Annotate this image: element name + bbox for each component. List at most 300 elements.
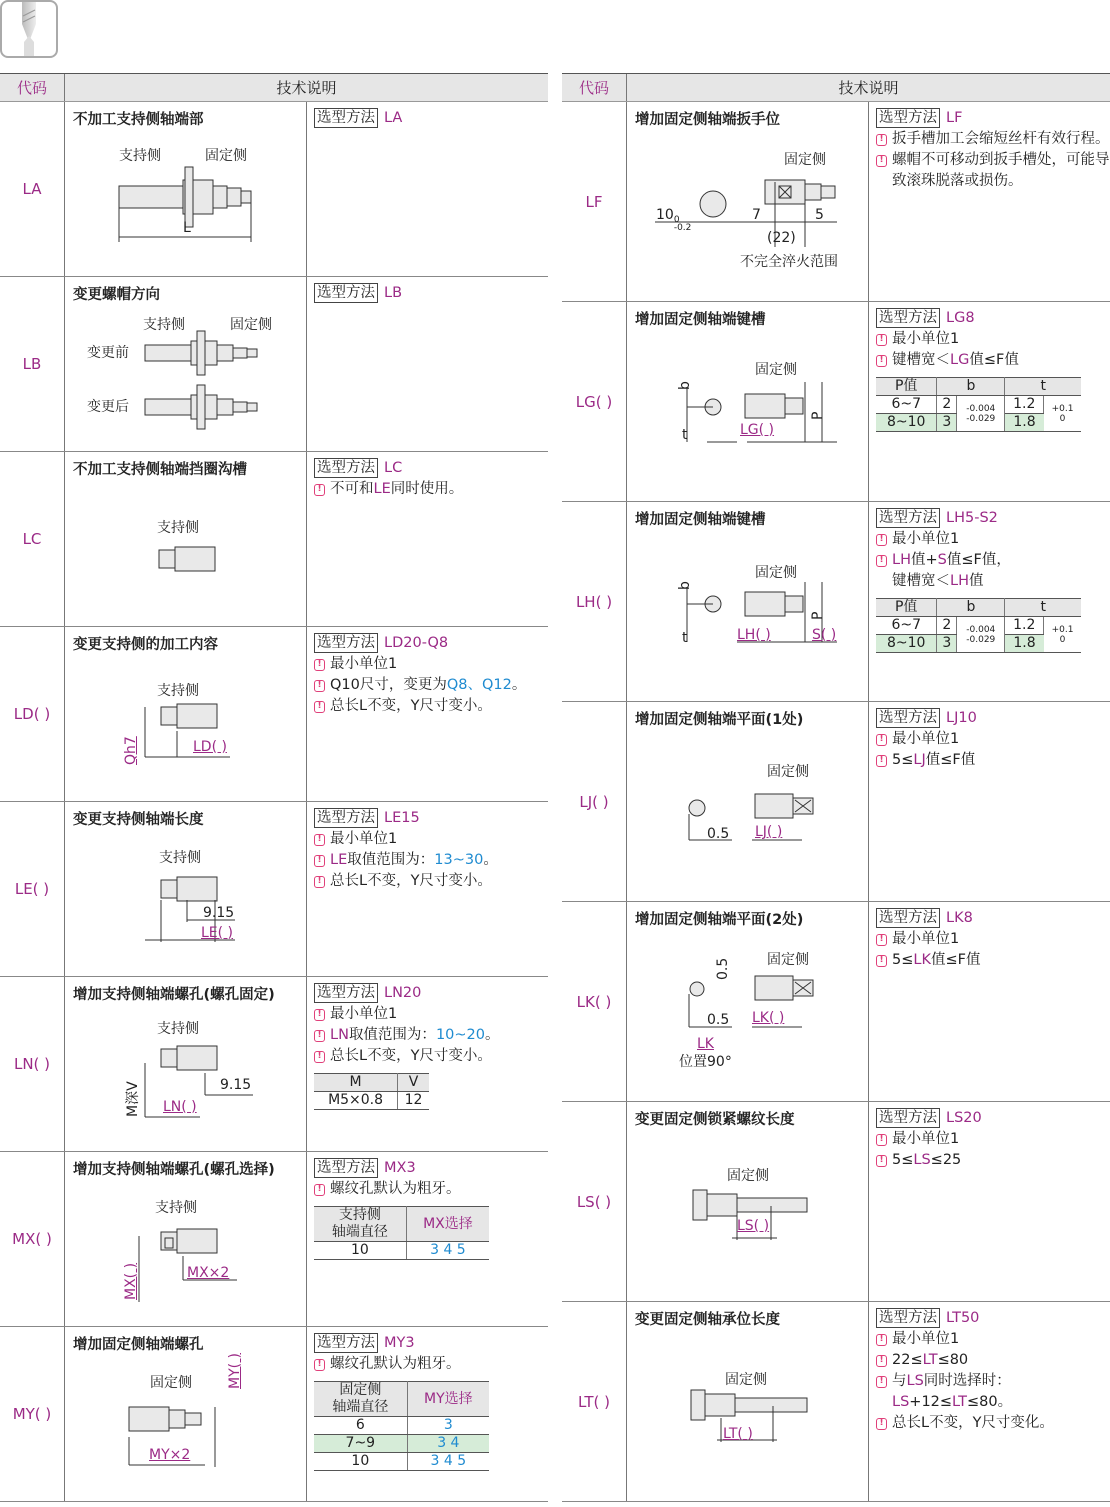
diagram-label: b bbox=[677, 381, 693, 390]
diagram-label: LD( ) bbox=[193, 739, 227, 755]
note bbox=[876, 350, 1110, 371]
diagram-label: 7 bbox=[752, 207, 761, 223]
note bbox=[876, 1350, 1110, 1371]
option-code: LE( ) bbox=[0, 802, 65, 976]
note-text-segment: 5≤ bbox=[892, 752, 914, 768]
spec-table-row bbox=[876, 396, 1081, 414]
note-text bbox=[892, 1413, 1054, 1434]
note-text-segment: LK bbox=[913, 952, 931, 968]
spec-table-row bbox=[314, 1242, 489, 1260]
option-code: LG( ) bbox=[562, 302, 627, 501]
spec-table-row bbox=[314, 1207, 489, 1242]
spec-table-cell: 3 bbox=[407, 1417, 489, 1435]
spec-table-cell: 支持侧 轴端直径 bbox=[314, 1207, 406, 1242]
note-text bbox=[892, 950, 980, 971]
note-text-segment: 总长L不变，Y尺寸变化。 bbox=[892, 1415, 1054, 1431]
spec-table-cell: b bbox=[937, 378, 1005, 396]
warning-icon: ! bbox=[314, 1009, 325, 1021]
diagram-label: L bbox=[183, 220, 191, 236]
diagram-label: 固定侧 bbox=[727, 1168, 769, 1184]
option-code: LT( ) bbox=[562, 1302, 627, 1501]
note bbox=[314, 479, 548, 500]
selection-cell bbox=[307, 102, 548, 276]
note bbox=[314, 696, 548, 717]
method-label: 选型方法 bbox=[876, 708, 940, 728]
spec-table-row bbox=[314, 1435, 489, 1453]
note-text-segment: 值+ bbox=[910, 552, 938, 568]
selection-method bbox=[876, 308, 1110, 329]
note-text-segment: 最小单位1 bbox=[892, 1331, 960, 1347]
selection-cell bbox=[307, 1327, 548, 1501]
note-text bbox=[892, 129, 1110, 150]
method-label: 选型方法 bbox=[314, 458, 378, 478]
note-text-segment: 最小单位1 bbox=[330, 656, 398, 672]
description-cell bbox=[65, 802, 307, 976]
note-text bbox=[330, 829, 397, 850]
diagram-label: 5 bbox=[815, 207, 824, 223]
method-example: LK8 bbox=[946, 910, 973, 926]
option-code: LD( ) bbox=[0, 627, 65, 801]
warning-icon: ! bbox=[876, 1334, 887, 1346]
selection-method bbox=[876, 908, 1110, 929]
selection-method bbox=[314, 633, 548, 654]
note-text bbox=[892, 1350, 968, 1371]
spec-table-cell: 8~10 bbox=[876, 635, 937, 653]
note bbox=[876, 529, 1110, 550]
spec-table-row bbox=[876, 599, 1081, 617]
product-icon bbox=[0, 0, 58, 58]
note bbox=[876, 729, 1110, 750]
note-text-segment: LS bbox=[892, 1394, 910, 1410]
option-title: 增加固定侧轴端平面(1处) bbox=[635, 712, 804, 728]
table-row bbox=[562, 302, 1110, 502]
option-title: 不加工支持侧轴端挡圈沟槽 bbox=[73, 462, 247, 478]
note-text-segment: 键槽宽＜ bbox=[892, 352, 950, 368]
diagram-label: 支持侧 bbox=[157, 683, 199, 699]
spec-table-cell: 10 bbox=[314, 1242, 406, 1260]
option-title: 增加支持侧轴端螺孔(螺孔选择) bbox=[73, 1162, 275, 1178]
method-label: 选型方法 bbox=[314, 633, 378, 653]
method-label: 选型方法 bbox=[876, 308, 940, 328]
method-example: MY3 bbox=[384, 1335, 415, 1351]
note-text-segment: 值≤F值， bbox=[946, 552, 1011, 568]
diagram-label: 固定侧 bbox=[725, 1372, 767, 1388]
selection-cell bbox=[869, 902, 1110, 1101]
note-text bbox=[330, 1354, 461, 1375]
tolerance-lower: -0.2 bbox=[673, 223, 692, 233]
note bbox=[876, 1371, 1110, 1413]
spec-table bbox=[876, 598, 1081, 653]
option-title: 增加固定侧轴端螺孔 bbox=[73, 1337, 204, 1353]
selection-cell bbox=[869, 702, 1110, 901]
selection-cell bbox=[307, 277, 548, 451]
spec-table-cell: V bbox=[398, 1074, 429, 1092]
note-text bbox=[892, 729, 959, 750]
spec-table bbox=[314, 1073, 429, 1110]
description-cell bbox=[627, 102, 869, 301]
diagram-label: MX×2 bbox=[187, 1265, 230, 1281]
diagram-label: Qh7 bbox=[123, 736, 139, 765]
selection-method bbox=[876, 1308, 1110, 1329]
table-row bbox=[562, 502, 1110, 702]
spec-table-cell: 3 4 5 bbox=[407, 1453, 489, 1471]
description-cell bbox=[65, 1327, 307, 1501]
warning-icon: ! bbox=[314, 659, 325, 671]
spec-table-cell: -0.004 -0.029 bbox=[957, 617, 1005, 653]
note-text-segment: 。 bbox=[511, 677, 527, 693]
spec-table bbox=[314, 1381, 489, 1471]
note-text bbox=[330, 1179, 461, 1200]
description-cell bbox=[65, 627, 307, 801]
header-desc: 技术说明 bbox=[838, 79, 899, 97]
table-row bbox=[0, 1152, 548, 1327]
diagram-label: LH( ) bbox=[737, 627, 771, 643]
spec-table-cell: +0.1 0 bbox=[1044, 396, 1081, 432]
note bbox=[314, 675, 548, 696]
note bbox=[876, 550, 1110, 571]
method-label: 选型方法 bbox=[876, 108, 940, 128]
diagram-label: 固定侧 bbox=[205, 148, 247, 164]
method-label: 选型方法 bbox=[314, 1158, 378, 1178]
spec-table-cell: b bbox=[937, 599, 1005, 617]
note-text-segment: LE bbox=[373, 481, 391, 497]
diagram-label: 变更后 bbox=[87, 399, 129, 415]
option-title: 变更固定侧轴承位长度 bbox=[635, 1312, 780, 1328]
note-text-segment: 10~20 bbox=[435, 1027, 485, 1043]
warning-icon: ! bbox=[314, 876, 325, 888]
note-text-segment: Q10尺寸，变更为 bbox=[330, 677, 447, 693]
diagram-label: t bbox=[682, 630, 688, 646]
method-example: LC bbox=[384, 460, 403, 476]
spec-table bbox=[314, 1206, 489, 1260]
description-cell bbox=[627, 1302, 869, 1501]
method-example: LA bbox=[384, 110, 403, 126]
note-text-segment: 键槽宽＜ bbox=[892, 573, 950, 589]
diagram-label: LT( ) bbox=[723, 1426, 753, 1442]
selection-method bbox=[314, 808, 548, 829]
note-text-segment: 。 bbox=[485, 1027, 500, 1043]
warning-icon: ! bbox=[876, 955, 887, 967]
spec-table-cell: 6 bbox=[314, 1417, 407, 1435]
note-text bbox=[892, 1150, 961, 1171]
note-text-segment: 22≤ bbox=[892, 1352, 923, 1368]
note bbox=[314, 829, 548, 850]
note bbox=[314, 1179, 548, 1200]
selection-cell bbox=[307, 1152, 548, 1326]
selection-cell bbox=[869, 102, 1110, 301]
selection-method bbox=[876, 108, 1110, 129]
method-label: 选型方法 bbox=[876, 508, 940, 528]
note-text-segment: LT bbox=[922, 1352, 938, 1368]
note bbox=[876, 329, 1110, 350]
option-code: LA bbox=[0, 102, 65, 276]
diagram-label: P bbox=[810, 411, 826, 420]
spec-table-cell: t bbox=[1005, 599, 1081, 617]
note-text bbox=[330, 1025, 500, 1046]
diagram-label: 固定侧 bbox=[230, 317, 272, 333]
table-row bbox=[562, 902, 1110, 1102]
spec-table-cell: MX选择 bbox=[406, 1207, 489, 1242]
table-row bbox=[0, 627, 548, 802]
diagram-label: 9.15 bbox=[220, 1077, 252, 1093]
method-example: MX3 bbox=[384, 1160, 416, 1176]
table-row bbox=[0, 102, 548, 277]
diagram-label: MY( ) bbox=[227, 1352, 243, 1389]
option-code: LN( ) bbox=[0, 977, 65, 1151]
note-text bbox=[330, 479, 463, 500]
tolerance-upper: 0 bbox=[673, 215, 680, 225]
note-text bbox=[892, 550, 1011, 571]
description-cell bbox=[627, 302, 869, 501]
diagram-label: t bbox=[682, 427, 688, 443]
warning-icon: ! bbox=[876, 1418, 887, 1430]
selection-method bbox=[876, 708, 1110, 729]
diagram-label: 9.15 bbox=[203, 905, 235, 921]
note-text-segment: LG bbox=[950, 352, 970, 368]
option-code: MY( ) bbox=[0, 1327, 65, 1501]
note-text-segment: 最小单位1 bbox=[892, 331, 960, 347]
note-text bbox=[892, 571, 983, 592]
selection-cell bbox=[869, 1102, 1110, 1301]
diagram-label: 支持侧 bbox=[159, 850, 201, 866]
warning-icon: ! bbox=[876, 1376, 887, 1388]
selection-cell bbox=[307, 802, 548, 976]
note-text-segment: 同时选择时： bbox=[923, 1373, 1011, 1389]
note-text-segment: 5≤ bbox=[892, 952, 914, 968]
spec-table-cell: 3 4 bbox=[407, 1435, 489, 1453]
note bbox=[876, 1150, 1110, 1171]
note-text bbox=[892, 329, 959, 350]
option-title: 变更螺帽方向 bbox=[73, 287, 160, 303]
warning-icon: ! bbox=[876, 155, 887, 167]
diagram-label: LN( ) bbox=[163, 1099, 197, 1115]
spec-table-cell: 3 4 5 bbox=[406, 1242, 489, 1260]
note-text-segment: 最小单位1 bbox=[330, 1006, 398, 1022]
diagram-label: 支持侧 bbox=[157, 520, 199, 536]
warning-icon: ! bbox=[876, 1355, 887, 1367]
note-text bbox=[330, 696, 492, 717]
option-title: 增加固定侧轴端平面(2处) bbox=[635, 912, 804, 928]
note-text-segment: ≤80。 bbox=[967, 1394, 1013, 1410]
table-row bbox=[0, 1327, 548, 1502]
note-text bbox=[330, 654, 397, 675]
diagram-label: 固定侧 bbox=[784, 152, 826, 168]
table-row bbox=[562, 702, 1110, 902]
note-text-segment: LH bbox=[892, 552, 911, 568]
option-code: LS( ) bbox=[562, 1102, 627, 1301]
warning-icon: ! bbox=[314, 680, 325, 692]
note bbox=[876, 1413, 1110, 1434]
option-title: 增加支持侧轴端螺孔(螺孔固定) bbox=[73, 987, 275, 1003]
note-text-segment: LS bbox=[906, 1373, 924, 1389]
description-cell bbox=[65, 1152, 307, 1326]
spec-table-cell: 1.2 bbox=[1005, 617, 1044, 635]
selection-method bbox=[314, 108, 548, 129]
note-text-segment: 13~30 bbox=[434, 852, 484, 868]
right-table bbox=[562, 73, 1110, 1502]
warning-icon: ! bbox=[314, 1030, 325, 1042]
selection-method bbox=[314, 1158, 548, 1179]
description-cell bbox=[65, 277, 307, 451]
description-cell bbox=[627, 502, 869, 701]
diagram-label: M深V bbox=[125, 1081, 141, 1117]
note bbox=[876, 129, 1110, 150]
warning-icon: ! bbox=[314, 1359, 325, 1371]
selection-cell bbox=[869, 1302, 1110, 1501]
diagram-label: LK bbox=[697, 1036, 714, 1052]
warning-icon: ! bbox=[314, 484, 325, 496]
spec-table-cell: 固定侧 轴端直径 bbox=[314, 1382, 407, 1417]
method-label: 选型方法 bbox=[314, 108, 378, 128]
diagram-label: 支持侧 bbox=[119, 148, 161, 164]
diagram-label: 支持侧 bbox=[157, 1021, 199, 1037]
diagram-label: MY×2 bbox=[149, 1447, 191, 1463]
method-label: 选型方法 bbox=[314, 283, 378, 303]
option-title: 增加固定侧轴端键槽 bbox=[635, 312, 766, 328]
note-text bbox=[892, 150, 1110, 192]
note-text-segment: LH bbox=[950, 573, 969, 589]
method-label: 选型方法 bbox=[314, 983, 378, 1003]
description-cell bbox=[627, 1102, 869, 1301]
note-text-segment: Q8、Q12 bbox=[446, 677, 512, 693]
method-example: LE15 bbox=[384, 810, 420, 826]
note-text-segment: ≤25 bbox=[930, 1152, 962, 1168]
spec-table-cell: 1.2 bbox=[1005, 396, 1044, 414]
spec-table-cell: 1.8 bbox=[1005, 635, 1044, 653]
diagram-label: 固定侧 bbox=[755, 565, 797, 581]
selection-method bbox=[314, 1333, 548, 1354]
table-row bbox=[562, 1102, 1110, 1302]
diagram-label: 固定侧 bbox=[767, 952, 809, 968]
header-code: 代码 bbox=[0, 74, 65, 101]
diagram-label: LE( ) bbox=[201, 925, 234, 941]
diagram-label: P bbox=[810, 611, 826, 620]
note-text-segment: 最小单位1 bbox=[892, 731, 960, 747]
table-row bbox=[0, 277, 548, 452]
spec-table-cell: M bbox=[314, 1074, 398, 1092]
note-text-segment: S bbox=[937, 552, 947, 568]
spec-table-cell: 2 bbox=[937, 396, 957, 414]
note-text-segment: 与 bbox=[892, 1373, 907, 1389]
table-header bbox=[0, 73, 548, 102]
method-label: 选型方法 bbox=[314, 808, 378, 828]
table-header bbox=[562, 73, 1110, 102]
selection-method bbox=[314, 458, 548, 479]
diagram-label: 0.5 bbox=[707, 1012, 730, 1028]
note-text bbox=[892, 750, 975, 771]
note-text-segment: ≤80 bbox=[937, 1352, 969, 1368]
note-text bbox=[330, 871, 492, 892]
note bbox=[876, 571, 1110, 592]
note-text bbox=[892, 529, 959, 550]
warning-icon: ! bbox=[314, 701, 325, 713]
option-code: LB bbox=[0, 277, 65, 451]
note-text bbox=[892, 350, 1019, 371]
method-example: LG8 bbox=[946, 310, 975, 326]
selection-cell bbox=[307, 977, 548, 1151]
spec-table-cell: -0.004 -0.029 bbox=[957, 396, 1005, 432]
note-text-segment: 最小单位1 bbox=[892, 531, 960, 547]
diagram-label: MX( ) bbox=[123, 1262, 139, 1300]
note-text-segment: 总长L不变，Y尺寸变小。 bbox=[330, 1048, 492, 1064]
description-cell bbox=[627, 702, 869, 901]
warning-icon: ! bbox=[876, 734, 887, 746]
note-text-segment: LE bbox=[330, 852, 348, 868]
note-text bbox=[330, 675, 526, 696]
spec-table-row bbox=[314, 1382, 489, 1417]
selection-cell bbox=[307, 627, 548, 801]
note-text-segment: 值≤F值 bbox=[930, 952, 981, 968]
method-example: LN20 bbox=[384, 985, 422, 1001]
method-label: 选型方法 bbox=[314, 1333, 378, 1353]
selection-method bbox=[876, 508, 1110, 529]
diagram-label: S( ) bbox=[812, 627, 837, 643]
diagram-label: LK( ) bbox=[752, 1010, 785, 1026]
diagram-label: 固定侧 bbox=[767, 764, 809, 780]
diagram-label: 0.5 bbox=[715, 957, 731, 980]
selection-cell bbox=[307, 452, 548, 626]
method-example: LH5-S2 bbox=[946, 510, 998, 526]
option-title: 变更支持侧轴端长度 bbox=[73, 812, 204, 828]
note-text-segment: LN bbox=[330, 1027, 349, 1043]
method-example: LJ10 bbox=[946, 710, 977, 726]
selection-method bbox=[314, 983, 548, 1004]
warning-icon: ! bbox=[876, 134, 887, 146]
spec-table-cell: P值 bbox=[876, 599, 937, 617]
note-text-segment: 螺纹孔默认为粗牙。 bbox=[330, 1356, 461, 1372]
note bbox=[314, 1025, 548, 1046]
option-code: LH( ) bbox=[562, 502, 627, 701]
table-row bbox=[0, 452, 548, 627]
note bbox=[876, 1329, 1110, 1350]
selection-method bbox=[314, 283, 548, 304]
method-example: LT50 bbox=[946, 1310, 980, 1326]
option-code: LK( ) bbox=[562, 902, 627, 1101]
diagram-label: 变更前 bbox=[87, 345, 129, 361]
table-row bbox=[562, 1302, 1110, 1502]
note-text-segment: 。 bbox=[483, 852, 498, 868]
note-text bbox=[892, 1371, 1110, 1413]
note-text-segment: 最小单位1 bbox=[892, 931, 960, 947]
tolerance bbox=[674, 216, 692, 232]
note bbox=[876, 950, 1110, 971]
table-row bbox=[0, 802, 548, 977]
description-cell bbox=[65, 977, 307, 1151]
note-text-segment: 螺帽不可移动到扳手槽处，可能导致滚珠脱落或损伤。 bbox=[892, 152, 1110, 189]
option-title: 不加工支持侧轴端部 bbox=[73, 112, 204, 128]
warning-icon: ! bbox=[876, 1134, 887, 1146]
note-text bbox=[330, 1004, 397, 1025]
warning-icon: ! bbox=[876, 555, 887, 567]
note bbox=[876, 929, 1110, 950]
option-title: 变更固定侧锁紧螺纹长度 bbox=[635, 1112, 795, 1128]
selection-cell bbox=[869, 302, 1110, 501]
spec-table-cell: t bbox=[1005, 378, 1081, 396]
note-text bbox=[330, 850, 498, 871]
diagram-label: 支持侧 bbox=[143, 317, 185, 333]
option-title: 增加固定侧轴端键槽 bbox=[635, 512, 766, 528]
spec-table-cell: 8~10 bbox=[876, 414, 937, 432]
note-text bbox=[892, 1129, 959, 1150]
spec-table-row bbox=[314, 1092, 429, 1110]
note-text-segment: 最小单位1 bbox=[330, 831, 398, 847]
method-example: LF bbox=[946, 110, 963, 126]
warning-icon: ! bbox=[314, 1184, 325, 1196]
table-row bbox=[562, 102, 1110, 302]
description-cell bbox=[65, 452, 307, 626]
spec-table-cell: +0.1 0 bbox=[1044, 617, 1081, 653]
diagram-label: LJ( ) bbox=[755, 824, 783, 840]
